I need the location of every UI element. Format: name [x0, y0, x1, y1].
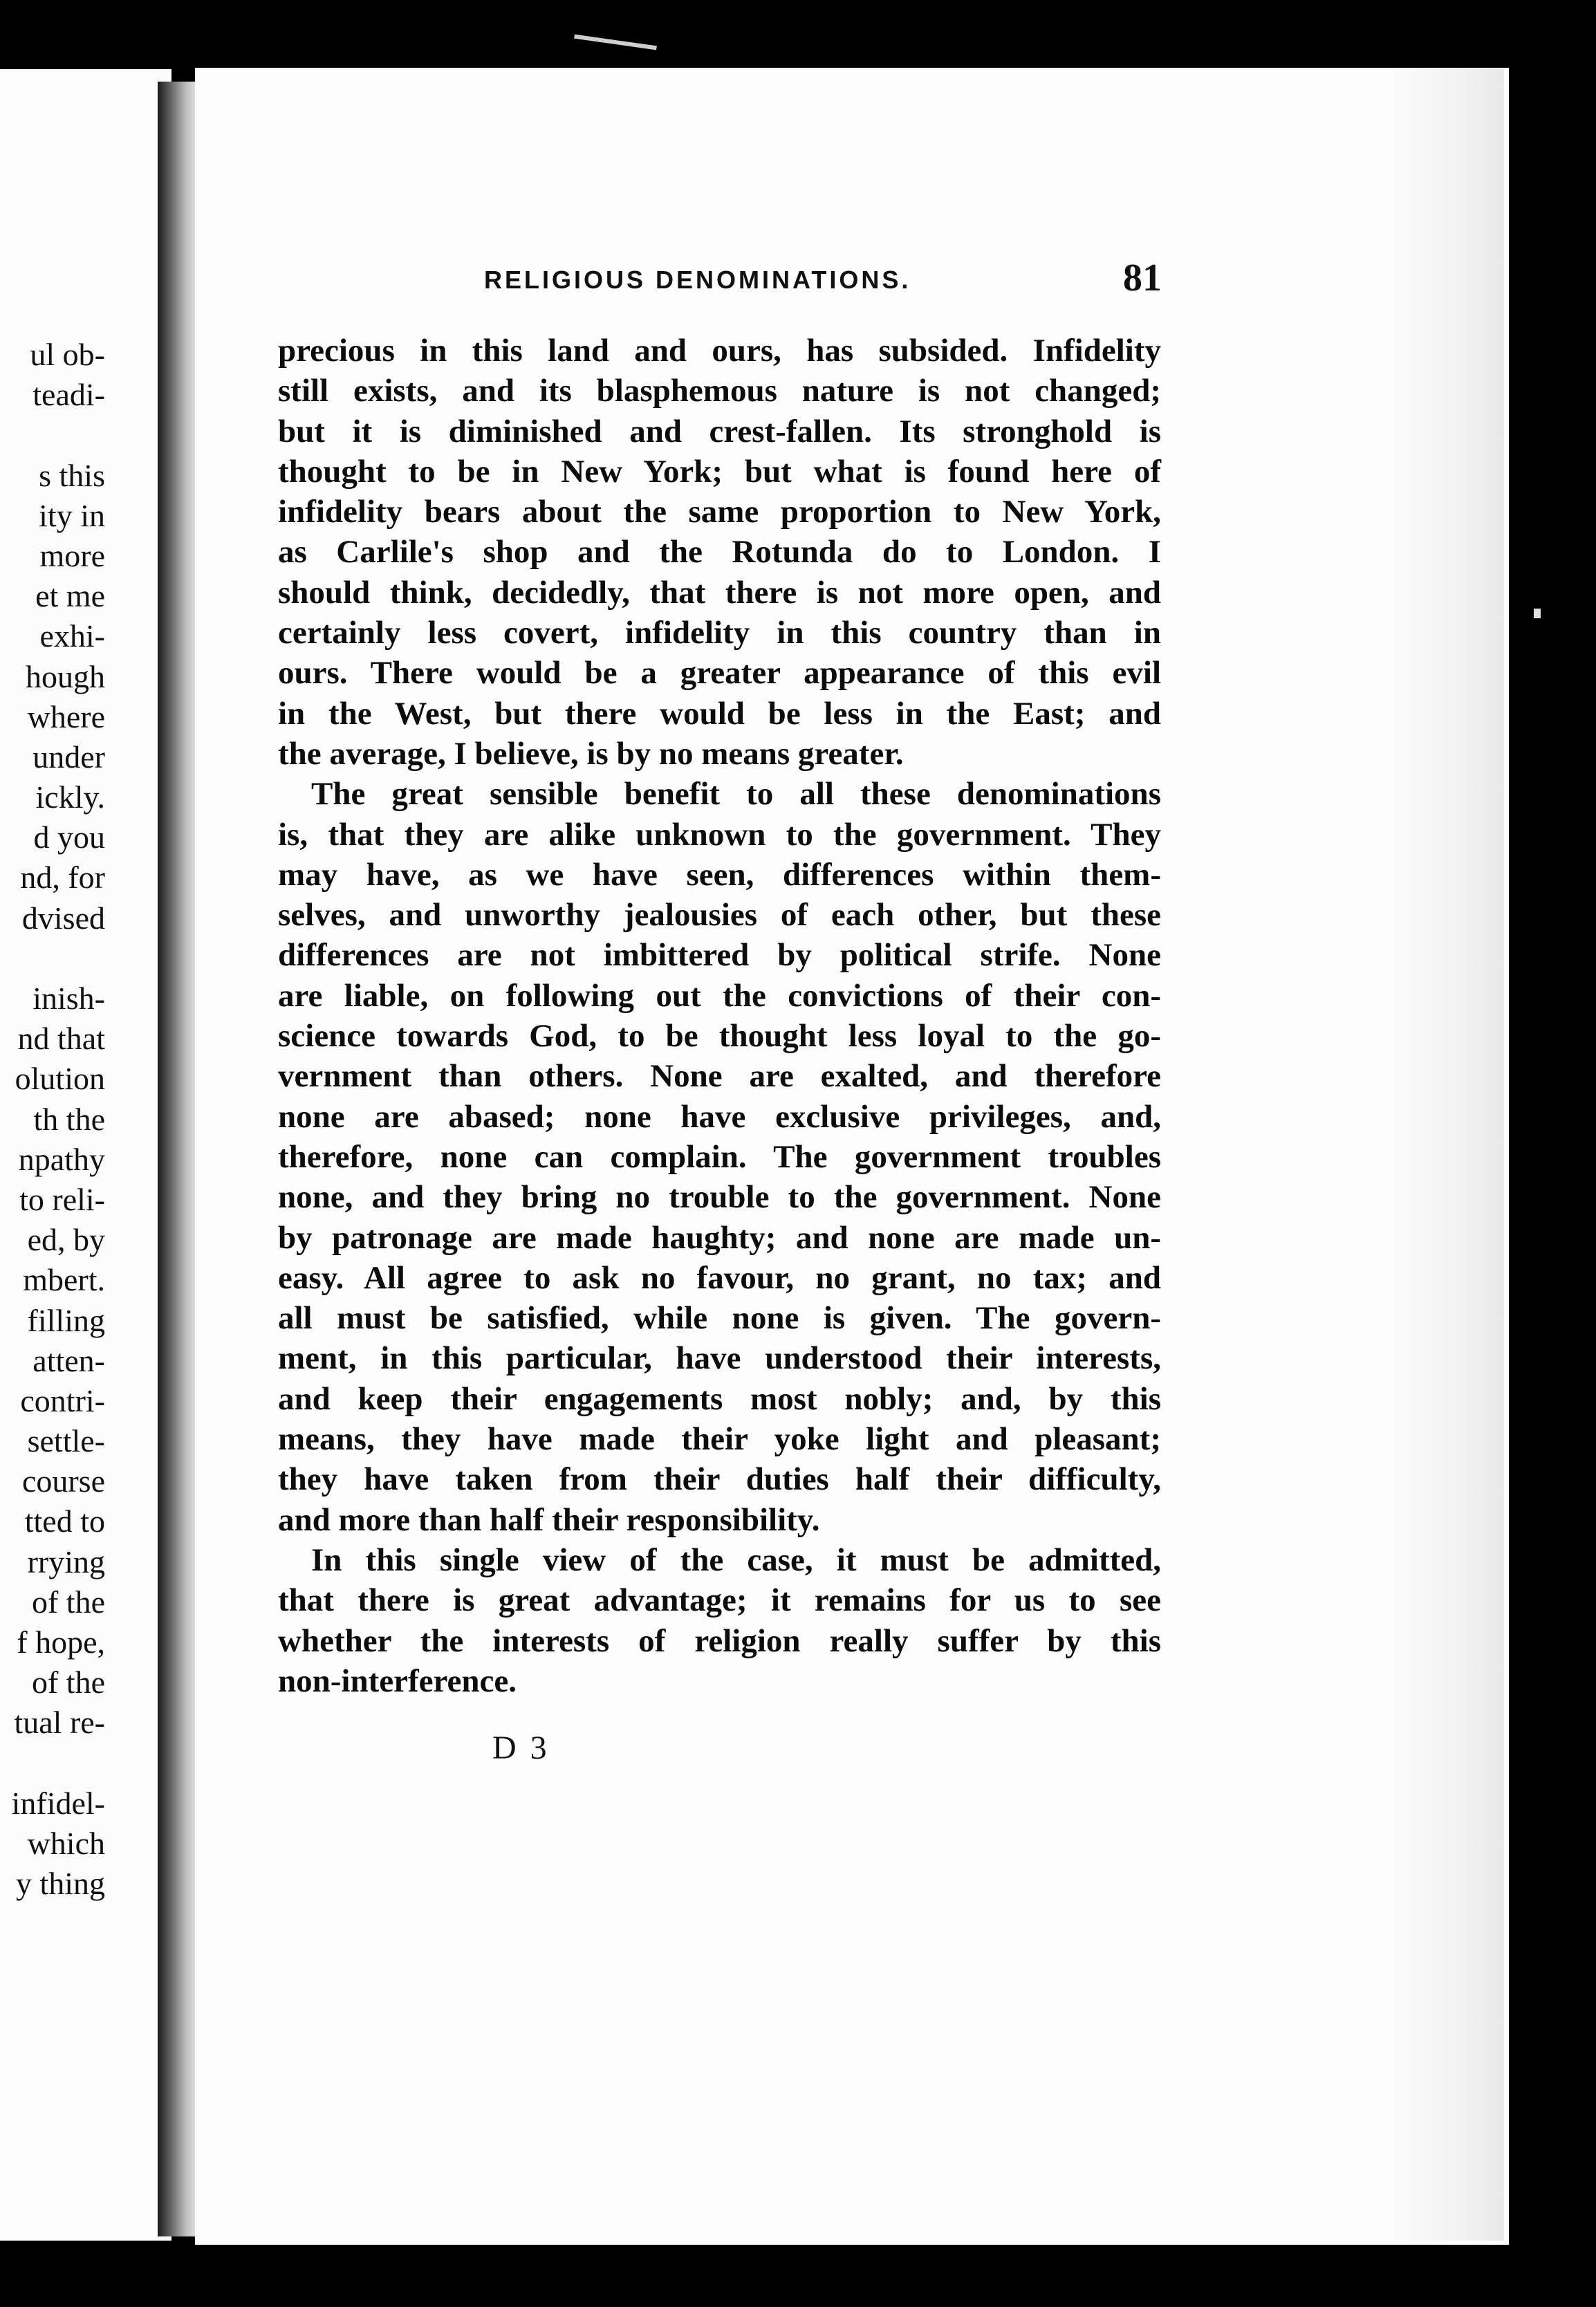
facing-page-line: teadi-: [33, 377, 105, 413]
facing-page-line: [0, 415, 105, 455]
running-head: RELIGIOUS DENOMINATIONS.: [484, 266, 911, 294]
text-line: is, that they are alike unknown to the government. They: [278, 816, 1161, 853]
page-header: [484, 256, 1162, 304]
facing-page-line: of the: [31, 1665, 105, 1701]
facing-page-line: which: [27, 1825, 105, 1861]
signature-mark: D 3: [492, 1730, 550, 1766]
text-line: differences are not imbittered by political strife. None: [278, 937, 1161, 974]
facing-page-line: nd, for: [20, 860, 105, 896]
text-line: but it is diminished and crest-fallen. Its stronghold is: [278, 413, 1161, 450]
facing-page-line: mbert.: [23, 1262, 105, 1298]
facing-page-line: tted to: [24, 1503, 105, 1539]
text-line: non-interference.: [278, 1662, 517, 1699]
text-line: in the West, but there would be less in the East; and: [278, 695, 1161, 732]
facing-page-line: atten-: [33, 1342, 105, 1378]
facing-page-line: inish-: [33, 981, 105, 1016]
facing-page-line: to reli-: [19, 1181, 105, 1217]
facing-page-line: [0, 1743, 105, 1783]
facing-page-line: tual re-: [14, 1705, 105, 1741]
text-line: certainly less covert, infidelity in this country than in: [278, 615, 1161, 651]
text-line: vernment than others. None are exalted, and therefore: [278, 1058, 1161, 1095]
facing-page-line: f hope,: [17, 1624, 105, 1660]
facing-page-line: y thing: [15, 1866, 105, 1902]
text-line: they have taken from their duties half their difficulty,: [278, 1461, 1161, 1498]
text-line: the average, I believe, is by no means greater.: [278, 735, 904, 772]
facing-page-line: exhi-: [39, 618, 105, 654]
text-line: none are abased; none have exclusive privileges, and,: [278, 1098, 1161, 1135]
facing-page-line: ity in: [39, 497, 105, 533]
text-line: all must be satisfied, while none is given. The govern-: [278, 1300, 1161, 1337]
facing-page-line: nd that: [17, 1021, 105, 1057]
page-number: 81: [1123, 257, 1162, 299]
facing-page-line: [0, 938, 105, 979]
text-line: none, and they bring no trouble to the government. None: [278, 1179, 1161, 1216]
scan-artifact: [1534, 609, 1541, 618]
facing-page-line: of the: [31, 1584, 105, 1620]
text-line: selves, and unworthy jealousies of each other, but these: [278, 897, 1161, 934]
facing-page-line: d you: [33, 819, 105, 855]
facing-page-line: under: [33, 739, 105, 775]
text-line: by patronage are made haughty; and none are made un-: [278, 1219, 1161, 1256]
text-line: precious in this land and ours, has subsided. Infidelity: [278, 333, 1161, 369]
facing-page-line: infidel-: [11, 1785, 105, 1821]
facing-page-line: et me: [35, 578, 105, 614]
text-line: that there is great advantage; it remains for us to see: [278, 1582, 1161, 1619]
text-line: The great sensible benefit to all these denominations: [311, 776, 1161, 813]
facing-page-text: [0, 335, 105, 1904]
facing-page-line: more: [39, 537, 105, 573]
facing-page-line: ed, by: [27, 1222, 105, 1258]
text-line: infidelity bears about the same proportion to New York,: [278, 494, 1161, 530]
text-line: as Carlile's shop and the Rotunda do to London. I: [278, 534, 1161, 571]
facing-page-line: course: [21, 1463, 105, 1499]
text-line: and more than half their responsibility.: [278, 1501, 820, 1538]
text-line: ours. There would be a greater appearance of this evil: [278, 655, 1161, 692]
facing-page-line: where: [27, 698, 105, 734]
text-line: means, they have made their yoke light and pleasant;: [278, 1421, 1161, 1458]
text-line: may have, as we have seen, differences within them-: [278, 856, 1161, 893]
text-line: science towards God, to be thought less loyal to the go-: [278, 1018, 1161, 1055]
text-line: whether the interests of religion really suffer by this: [278, 1622, 1161, 1659]
text-line: easy. All agree to ask no favour, no grant, no tax; and: [278, 1259, 1161, 1296]
facing-page-line: th the: [33, 1101, 105, 1137]
facing-page-line: s this: [39, 457, 105, 493]
facing-page-line: settle-: [27, 1423, 105, 1459]
text-line: therefore, none can complain. The government troubles: [278, 1138, 1161, 1175]
facing-page-line: dvised: [21, 900, 105, 936]
facing-page-line: ul ob-: [30, 337, 105, 372]
facing-page-line: olution: [15, 1061, 105, 1097]
text-line: should think, decidedly, that there is not more open, and: [278, 574, 1161, 611]
text-line: In this single view of the case, it must be admitted,: [311, 1541, 1161, 1578]
facing-page-line: hough: [26, 658, 105, 694]
text-line: still exists, and its blasphemous nature is not changed;: [278, 373, 1161, 409]
text-line: ment, in this particular, have understood their interests,: [278, 1340, 1161, 1377]
page-edge-shading: [1380, 69, 1504, 2241]
book-gutter: [158, 82, 198, 2236]
facing-page-line: filling: [27, 1302, 105, 1338]
body-text: [278, 331, 1161, 1701]
text-line: are liable, on following out the convictions of their con-: [278, 977, 1161, 1014]
facing-page-line: npathy: [18, 1141, 105, 1177]
facing-page-line: ickly.: [35, 779, 105, 815]
text-line: and keep their engagements most nobly; and, by this: [278, 1380, 1161, 1417]
text-line: thought to be in New York; but what is found here of: [278, 453, 1161, 490]
facing-page-line: rrying: [27, 1544, 105, 1579]
facing-page-line: contri-: [20, 1382, 105, 1418]
scan-artifact: [574, 35, 657, 50]
